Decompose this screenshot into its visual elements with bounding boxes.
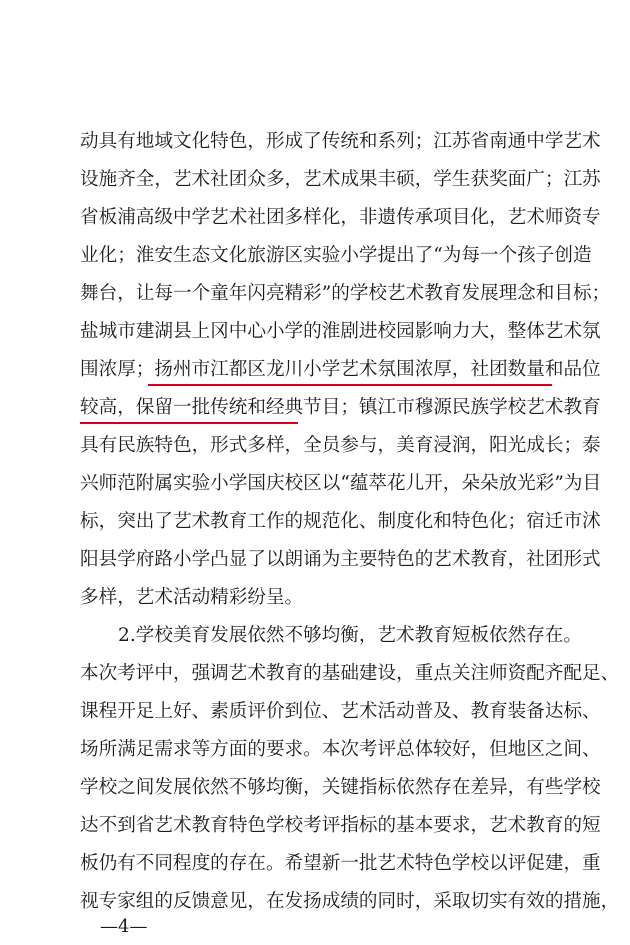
body-line: 板仍有不同程度的存在。希望新一批艺术特色学校以评促建，重	[80, 853, 601, 874]
page-number: —4—	[100, 916, 148, 937]
red-underline	[80, 422, 298, 424]
body-line: 多样，艺术活动精彩纷呈。	[80, 587, 304, 608]
red-underline	[148, 384, 552, 386]
section-heading: 2.学校美育发展依然不够均衡，艺术教育短板依然存在。	[118, 625, 582, 646]
body-line: 较高，保留一批传统和经典节目；镇江市穆源民族学校艺术教育	[80, 397, 601, 418]
body-line: 学校之间发展依然不够均衡，关键指标依然存在差异，有些学校	[80, 777, 601, 798]
body-line: 盐城市建湖县上冈中心小学的淮剧进校园影响力大，整体艺术氛	[80, 321, 601, 342]
body-line: 围浓厚；扬州市江都区龙川小学艺术氛围浓厚，社团数量和品位	[80, 359, 601, 380]
body-line: 业化；淮安生态文化旅游区实验小学提出了“为每一个孩子创造	[80, 245, 592, 266]
body-line: 具有民族特色，形式多样，全员参与，美育浸润，阳光成长；泰	[80, 435, 601, 456]
body-line: 省板浦高级中学艺术社团多样化，非遗传承项目化，艺术师资专	[80, 207, 601, 228]
body-line: 标，突出了艺术教育工作的规范化、制度化和特色化；宿迁市沭	[80, 511, 601, 532]
body-line: 场所满足需求等方面的要求。本次考评总体较好，但地区之间、	[80, 739, 601, 760]
body-line: 本次考评中，强调艺术教育的基础建设，重点关注师资配齐配足、	[80, 663, 620, 684]
body-line: 视专家组的反馈意见，在发扬成绩的同时，采取切实有效的措施，	[80, 891, 620, 912]
body-line: 舞台，让每一个童年闪亮精彩”的学校艺术教育发展理念和目标；	[80, 283, 611, 304]
body-line: 达不到省艺术教育特色学校考评指标的基本要求，艺术教育的短	[80, 815, 601, 836]
body-line: 阳县学府路小学凸显了以朗诵为主要特色的艺术教育，社团形式	[80, 549, 601, 570]
body-line: 设施齐全，艺术社团众多，艺术成果丰硕，学生获奖面广；江苏	[80, 169, 601, 190]
body-line: 兴师范附属实验小学国庆校区以“蕴萃花儿开，朵朵放光彩”为目	[80, 473, 602, 494]
body-line: 课程开足上好、素质评价到位、艺术活动普及、教育装备达标、	[80, 701, 601, 722]
body-line: 动具有地域文化特色，形成了传统和系列；江苏省南通中学艺术	[80, 131, 601, 152]
